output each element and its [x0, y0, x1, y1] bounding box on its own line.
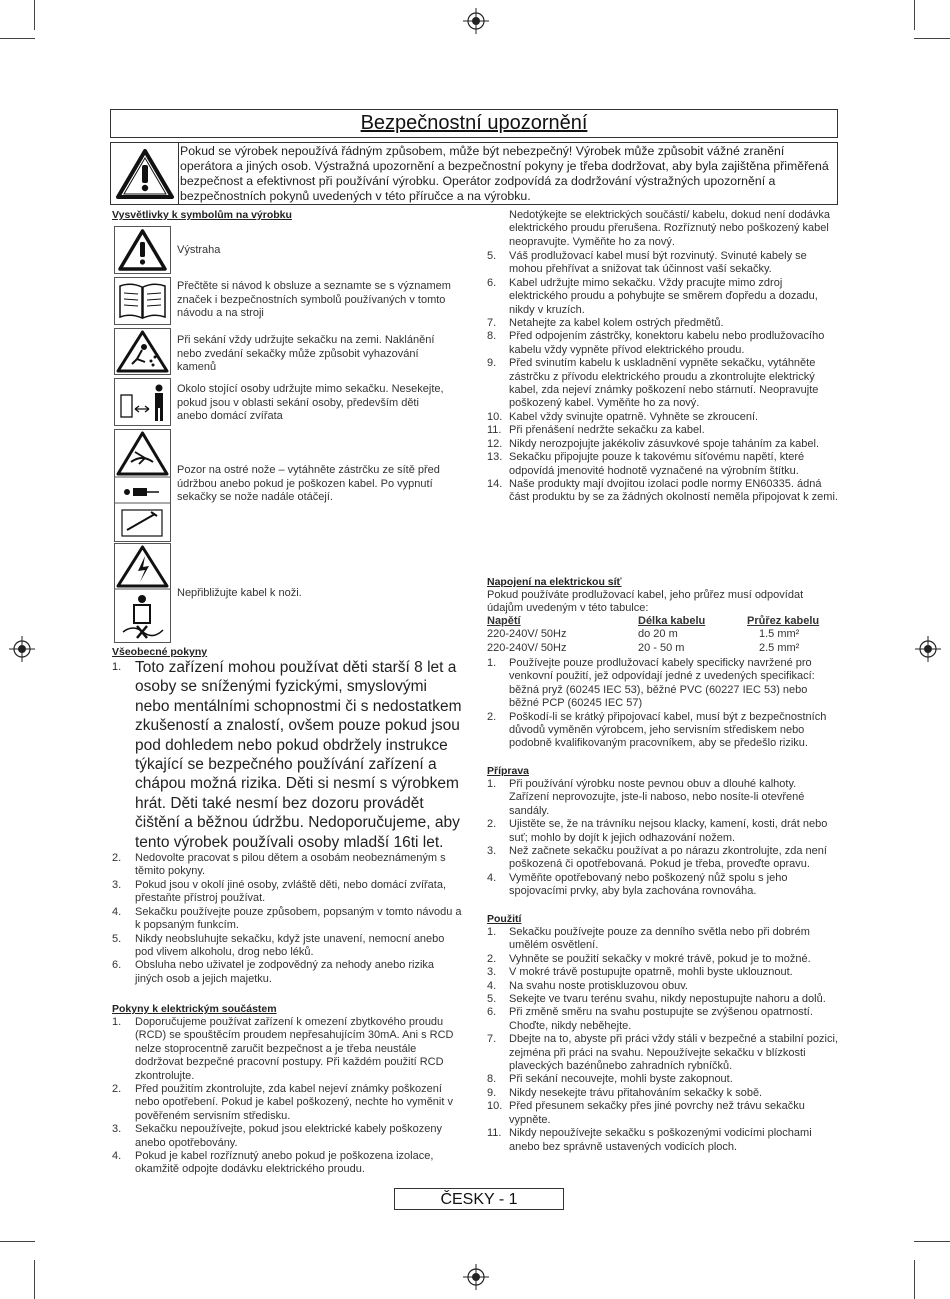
list-item-text: Toto zařízení mohou používat děti starší 8 let a osoby se sníženými fyzickými, smyslovými nebo mentálními schopnostmi či s nedostatkem zkušeností a znalostí, ovšem pouze pokud jsou pod dohledem nebo pokud obdržely instrukce týkající se bezpečného používání zařízení a chápou možná rizika. Děti si nesmí s výrobkem hrát. Děti také nesmí bez dozoru provádět čištění a běžnou údržbu. Nedoporučujeme, aby tento výrobek používali osoby mladší 16ti let. — [135, 659, 462, 851]
list-item-text: Při sekání necouvejte, mohli byste zakopnout. — [509, 1073, 733, 1086]
list-item-text: Naše produkty mají dvojitou izolaci podle normy EN60335. ádná část produktu by se za žádných okolností neměla připojovat k zemi. — [509, 477, 838, 504]
table-cell: 20 - 50 m — [638, 641, 685, 654]
list-item-number: 5. — [487, 993, 497, 1006]
electric-heading: Pokyny k elektrickým součástem — [112, 1003, 277, 1015]
list-item-number: 2. — [112, 1083, 122, 1096]
list-item — [487, 330, 839, 357]
list-item-number: 13. — [487, 451, 503, 464]
list-item-text: Nikdy nepoužívejte sekačku s poškozenými vodicími plochami anebo bez správně ustavených vodicích ploch. — [509, 1127, 812, 1153]
list-item-text: Dbejte na to, abyste při práci vždy stáli v bezpečné a stabilní pozici, zejména při práci na svahu. Nepoužívejte sekačku v blízkosti plaveckých bazénůnebo zahradních rybníčků. — [509, 1033, 838, 1073]
list-item-text: Pokud jsou v okolí jiné osoby, zvláště děti, nebo domácí zvířata, přestaňte přístroj používat. — [135, 878, 447, 905]
list-item-text: Vyhněte se použití sekačky v mokré trávě, pokud je to možné. — [509, 952, 811, 965]
table-header: Průřez kabelu — [747, 615, 820, 627]
list-item-text: Před přesunem sekačky přes jiné povrchy než trávu sekačku vypněte. — [509, 1100, 805, 1126]
list-item-number: 5. — [487, 250, 497, 262]
bystanders-distance-icon — [114, 378, 171, 426]
cable-table — [487, 615, 819, 655]
list-item — [487, 657, 839, 711]
list-item-text: V mokré trávě postupujte opatrně, mohli byste uklouznout. — [509, 966, 793, 979]
list-item — [487, 1006, 839, 1033]
list-item — [487, 926, 839, 953]
list-item-text: Netahejte za kabel kolem ostrých předmětů. — [509, 317, 724, 330]
list-item-text: Nedovolte pracovat s pilou dětem a osobám neobeznámeným s těmito pokyny. — [135, 852, 446, 878]
list-item — [487, 451, 839, 478]
list-item-text: Ujistěte se, že na trávníku nejsou klacky, kamení, kosti, drát nebo suť; mohlo by dojít k jejich odhazování nožem. — [509, 818, 828, 844]
list-item-number: 7. — [487, 317, 497, 330]
list-item-number: 1. — [487, 926, 497, 938]
list-item-number: 4. — [112, 905, 122, 918]
list-item — [487, 993, 839, 1006]
general-heading: Všeobecné pokyny — [112, 646, 208, 658]
list-item-text: Nikdy nesekejte trávu přitahováním sekačky k sobě. — [509, 1086, 763, 1099]
list-item-text: Před odpojením zástrčky, konektoru kabelu nebo prodlužovacího kabelu vždy vypněte přívod elektrického proudu. — [509, 330, 825, 356]
list-item-number: 5. — [112, 932, 122, 945]
page-title: Bezpečnostní upozornění — [110, 109, 838, 138]
list-item-text: Sekačku používejte pouze způsobem, popsaným v tomto návodu a k popsaným funkcím. — [135, 905, 462, 932]
list-item — [487, 980, 839, 993]
list-item-number: 6. — [487, 1006, 497, 1019]
list-item-number: 2. — [112, 852, 122, 865]
table-header-row — [487, 615, 819, 628]
list-item-text: Kabel vždy svinujte opatrně. Vyhněte se zkroucení. — [509, 410, 759, 423]
list-item-text: Obsluha nebo uživatel je zodpovědný za nehody anebo rizika jiných osob a jejich majetku. — [135, 959, 435, 985]
list-item-text: Vyměňte opotřebovaný nebo poškozený nůž spolu s jeho spojovacími prvky, aby byla zachována rovnováha. — [509, 871, 788, 898]
list-item — [487, 711, 839, 751]
registration-mark-right — [915, 636, 941, 662]
table-cell: 220-240V/ 50Hz — [487, 641, 567, 654]
list-item-number: 2. — [487, 952, 497, 965]
list-item — [112, 1016, 465, 1083]
list-item-number: 6. — [487, 276, 497, 289]
list-item-number: 7. — [487, 1033, 497, 1046]
registration-mark-left — [9, 636, 35, 662]
list-item-number: 3. — [487, 845, 497, 858]
list-item-text: Sekejte ve tvaru terénu svahu, nikdy nepostupujte nahoru a dolů. — [509, 993, 826, 1006]
list-item-number: 2. — [487, 818, 497, 831]
list-item — [487, 438, 839, 451]
list-item-number: 8. — [487, 1073, 497, 1086]
table-row — [487, 642, 819, 655]
list-item-text: Při změně směru na svahu postupujte se zvýšenou opatrností. Choďte, nikdy neběhejte. — [509, 1006, 813, 1032]
mains-intro: Pokud používáte prodlužovací kabel, jeho průřez musí odpovídat údajům uvedeným v této tabulce: — [487, 589, 804, 615]
list-item-text: Před svinutím kabelu k uskladnění vypněte sekačku, vytáhněte zástrčku z přívodu elektrického proudu a zkontrolujte elektrický kabel, zda nejeví známky poškození nebo stárnutí. Neopravujte poškozený kabel. Vyměňte ho za nový. — [509, 357, 819, 410]
list-item-text: Sekačku používejte pouze za denního světla nebo při dobrém umělém osvětlení. — [509, 926, 810, 952]
registration-mark-bottom — [463, 1264, 489, 1290]
registration-mark-top — [463, 8, 489, 34]
list-item-text: Nikdy nerozpojujte jakékoliv zásuvkové spoje taháním za kabel. — [509, 437, 819, 450]
list-item-number: 10. — [487, 410, 503, 423]
list-item-text: Při používání výrobku noste pevnou obuv a dlouhé kalhoty. Zařízení neprovozujte, jste-li naboso, nebo nosíte-li otevřené sandály. — [509, 778, 805, 817]
list-item-text: Než začnete sekačku používat a po nárazu zkontrolujte, zda není poškozená či opotřebovaná. Pokud je třeba, proveďte opravu. — [509, 845, 827, 871]
list-item-number: 4. — [112, 1150, 122, 1163]
list-item-number: 4. — [487, 871, 497, 884]
symbol-text-sharp-blades: Pozor na ostré nože – vytáhněte zástrčku ze sítě před údržbou anebo pokud je poškozen kabel. Po vypnutí sekačky se nože nadále otáčejí. — [177, 464, 440, 503]
list-item-text: Před použitím zkontrolujte, zda kabel nejeví známky poškození nebo opotřebení. Pokud je kabel poškozený, nechte ho vyměnit v pověřeném servisním středisku. — [135, 1083, 453, 1122]
list-item — [487, 778, 839, 818]
list-item-number: 3. — [112, 878, 122, 891]
prep-heading: Příprava — [487, 765, 530, 777]
list-item-text: Poškodí-li se krátký připojovací kabel, musí být z bezpečnostních důvodů vyměněn výrobcem, jeho servisním střediskem nebo podobně kvalifikovaným pracovníkem, aby se předešlo riziku. — [509, 710, 827, 750]
list-item-number: 10. — [487, 1100, 503, 1113]
list-item-number: 11. — [487, 1127, 502, 1140]
list-item — [112, 658, 465, 852]
warning-triangle-icon — [111, 143, 179, 204]
list-item-number: 9. — [487, 1086, 497, 1099]
list-item — [487, 818, 839, 845]
mains-list — [487, 657, 839, 751]
list-item-text: Sekačku připojujte pouze k takovému síťovému napětí, které odpovídá jmenovité hodnotě vyznačené na výrobním štítku. — [509, 451, 805, 477]
list-item-number: 1. — [487, 657, 497, 669]
list-item-text: Sekačku nepoužívejte, pokud jsou elektrické kabely poškozeny anebo opotřebovány. — [135, 1123, 442, 1149]
list-item-number: 1. — [112, 1016, 122, 1028]
list-item — [112, 1123, 465, 1150]
list-item — [487, 1073, 839, 1086]
table-cell: 2.5 mm² — [759, 641, 800, 654]
list-item — [112, 906, 465, 933]
symbol-text-warning: Výstraha — [177, 244, 221, 256]
list-item-number: 3. — [487, 966, 497, 979]
list-item — [112, 1083, 465, 1123]
list-item — [487, 953, 839, 966]
table-cell: 220-240V/ 50Hz — [487, 628, 567, 641]
list-item-text: Kabel udržujte mimo sekačku. Vždy pracujte mimo zdroj elektrického proudu a pohybujte se směrem ďopředu a dozadu, nikdy v kruzích. — [509, 276, 818, 316]
electric-item-4-continued: Nedotýkejte se elektrických součástí/ kabelu, dokud není dodávka elektrického proudu přerušena. Rozříznutý nebo poškozený kabel neopravujte. Vyměňte ho za nový. — [509, 209, 831, 248]
warning-intro-box — [110, 142, 838, 205]
manual-book-icon — [114, 277, 171, 325]
list-item — [112, 852, 465, 879]
electric-cable-icon — [114, 543, 171, 643]
list-item — [487, 1087, 839, 1100]
use-heading: Použití — [487, 913, 522, 925]
list-item — [112, 933, 465, 960]
symbols-heading: Vysvětlivky k symbolům na výrobku — [112, 209, 292, 221]
warning-triangle-icon — [114, 226, 171, 274]
list-item-number: 4. — [487, 979, 497, 992]
list-item — [487, 1100, 839, 1127]
symbol-text-cable: Nepřibližujte kabel k noži. — [177, 587, 302, 599]
list-item-text: Nikdy neobsluhujte sekačku, když jste unavení, nemocní anebo pod vlivem alkoholu, drog nebo léků. — [135, 932, 445, 958]
list-item-number: 14. — [487, 477, 503, 490]
list-item-number: 11. — [487, 424, 502, 437]
general-list — [112, 658, 465, 986]
list-item-number: 8. — [487, 330, 497, 343]
list-item — [487, 411, 839, 424]
list-item — [487, 966, 839, 979]
prep-list — [487, 778, 839, 899]
list-item-text: Používejte pouze prodlužovací kabely specificky navržené pro venkovní použití, jež odpovídají jedné z uvedených specifikací: běžná pryž (60245 IEC 53), běžné PVC (60227 IEC 53) nebo běžné PCP (60245 IEC 57) — [509, 657, 815, 710]
warning-intro-text: Pokud se výrobek nepoužívá řádným způsobem, může být nebezpečný! Výrobek může způsobit vážné zranění operátora a jiných osob. Výstražná upozornění a bezpečnostní pokyny je třeba dodržovat, aby byla zajištěna přiměřená bezpečnost a efektivnost při používání výrobku. Operátor zodpovídá za dodržování výstražných upozornění a bezpečnostních pokynů uvedených v této příručce a na výrobku. — [180, 144, 829, 203]
list-item-number: 3. — [112, 1123, 122, 1136]
list-item — [487, 1127, 839, 1154]
list-item-number: 1. — [487, 778, 497, 790]
table-cell: 1.5 mm² — [759, 628, 800, 641]
list-item — [487, 424, 839, 437]
list-item-number: 2. — [487, 710, 497, 723]
list-item-text: Při přenášení nedržte sekačku za kabel. — [509, 424, 705, 437]
symbol-text-thrown-objects: Při sekání vždy udržujte sekačku na zemi. Naklánění nebo zvedání sekačky může způsobit vyhazování kamenů — [177, 334, 435, 373]
table-cell: do 20 m — [638, 628, 678, 641]
list-item — [487, 317, 839, 330]
list-item — [487, 845, 839, 872]
use-list — [487, 926, 839, 1154]
list-item — [487, 872, 839, 899]
list-item — [487, 357, 839, 411]
electric-list-continued — [487, 250, 839, 505]
list-item — [112, 959, 465, 986]
list-item-number: 12. — [487, 437, 503, 450]
page-footer: ČESKY - 1 — [394, 1188, 564, 1210]
symbol-text-manual: Přečtěte si návod k obsluze a seznamte se s významem značek i bezpečnostních symbolů používaných v tomto návodu a na stroji — [177, 280, 451, 319]
list-item-number: 1. — [112, 661, 122, 673]
list-item — [487, 250, 839, 277]
list-item — [487, 277, 839, 317]
list-item-text: Pokud je kabel rozříznutý anebo pokud je poškozena izolace, okamžitě odpojte dodávku elektrického proudu. — [135, 1150, 434, 1176]
list-item-number: 6. — [112, 959, 122, 972]
table-header: Napětí — [487, 615, 521, 627]
sharp-blades-icon — [114, 429, 171, 542]
symbol-text-bystanders: Okolo stojící osoby udržujte mimo sekačku. Nesekejte, pokud jsou v oblasti sekání osoby, především děti anebo domácí zvířata — [177, 383, 444, 422]
list-item — [112, 1150, 465, 1177]
list-item-number: 9. — [487, 357, 497, 370]
list-item-text: Váš prodlužovací kabel musí být rozvinutý. Svinuté kabely se mohou přehřívat a snižovat tak účinnost vaší sekačky. — [509, 250, 807, 276]
table-header: Délka kabelu — [638, 615, 706, 627]
table-row — [487, 628, 819, 641]
list-item-text: Doporučujeme používat zařízení k omezení zbytkového proudu (RCD) se spouštěcím proudem nepřesahujícím 30mA. Ani s RCD nelze stoprocentně zaručit bezpečnost a je třeba neustále dodržovat bezpečné pracovní postupy. Při každém použití RCD zkontrolujte. — [135, 1016, 454, 1082]
mains-heading: Napojení na elektrickou síť — [487, 576, 622, 588]
list-item — [487, 1033, 839, 1073]
thrown-objects-icon — [114, 328, 171, 375]
list-item — [112, 879, 465, 906]
list-item — [487, 478, 839, 505]
electric-list — [112, 1016, 465, 1177]
list-item-text: Na svahu noste protiskluzovou obuv. — [509, 979, 688, 992]
